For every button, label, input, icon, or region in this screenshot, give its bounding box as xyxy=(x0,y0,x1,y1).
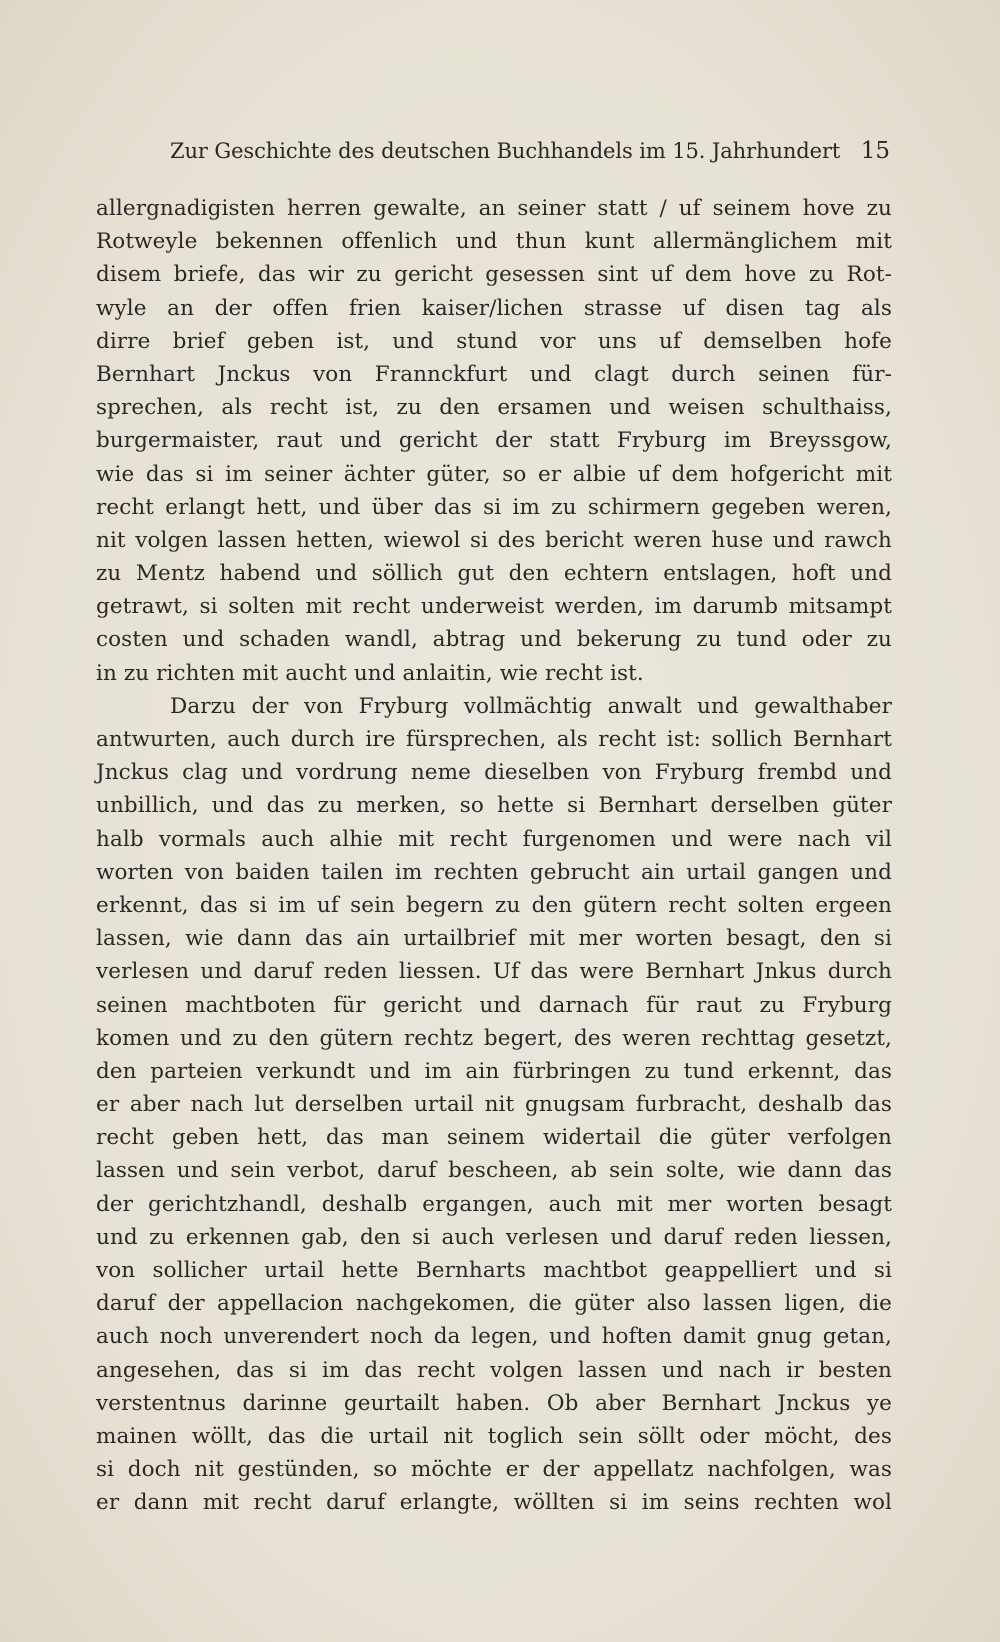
text-line: er aber nach lut derselben urtail nit gnugsam furbracht, deshalb das xyxy=(96,1092,892,1118)
text-line: Rotweyle bekennen offenlich und thun kunt allermänglichem mit xyxy=(96,229,892,255)
text-line: nit volgen lassen hetten, wiewol si des bericht weren huse und rawch xyxy=(96,527,892,553)
text-line: auch noch unverendert noch da legen, und hoften damit gnug getan, xyxy=(96,1324,892,1350)
text-line: erkennt, das si im uf sein begern zu den gütern recht solten ergeen xyxy=(96,892,892,918)
text-line: angesehen, das si im das recht volgen lassen und nach ir besten xyxy=(96,1357,892,1383)
text-line: mainen wöllt, das die urtail nit toglich sein söllt oder möcht, des xyxy=(96,1423,892,1449)
text-line: unbillich, und das zu merken, so hette si Bernhart derselben güter xyxy=(96,793,892,819)
text-line: von sollicher urtail hette Bernharts machtbot geappelliert und si xyxy=(96,1258,892,1283)
text-line: sprechen, als recht ist, zu den ersamen und weisen schulthaiss, xyxy=(96,395,892,421)
text-line: lassen und sein verbot, daruf bescheen, ab sein solte, wie dann das xyxy=(96,1158,892,1184)
text-line: allergnadigisten herren gewalte, an seiner statt / uf seinem hove zu xyxy=(96,196,892,221)
text-line: costen und schaden wandl, abtrag und bekerung zu tund oder zu xyxy=(96,627,892,653)
text-line: zu Mentz habend und söllich gut den echtern entslagen, hoft und xyxy=(96,561,892,587)
text-line: burgermaister, raut und gericht der statt Fryburg im Breyssgow, xyxy=(96,428,892,454)
text-line: disem briefe, das wir zu gericht gesessen sint uf dem hove zu Rot- xyxy=(96,262,892,288)
page-number: 15 xyxy=(860,138,890,164)
text-line: daruf der appellacion nachgekomen, die güter also lassen ligen, die xyxy=(96,1291,892,1317)
text-line: getrawt, si solten mit recht underweist werden, im darumb mitsampt xyxy=(96,594,892,620)
running-header xyxy=(170,134,890,168)
text-line: dirre brief geben ist, und stund vor uns uf demselben hofe xyxy=(96,328,892,354)
text-line: komen und zu den gütern rechtz begert, des weren rechttag gesetzt, xyxy=(96,1025,892,1051)
text-line: verlesen und daruf reden liessen. Uf das were Bernhart Jnkus durch xyxy=(96,959,892,985)
text-line: antwurten, auch durch ire fürsprechen, als recht ist: sollich Bernhart xyxy=(96,727,892,752)
text-line: er dann mit recht daruf erlangte, wöllten si im seins rechten wol xyxy=(96,1490,892,1516)
text-line: wie das si im seiner ächter güter, so er albie uf dem hofgericht mit xyxy=(96,461,892,487)
text-line: recht geben hett, das man seinem widertail die güter verfolgen xyxy=(96,1125,892,1151)
text-line: recht erlangt hett, und über das si im zu schirmern gegeben weren, xyxy=(96,494,892,520)
text-line: der gerichtzhandl, deshalb ergangen, auch mit mer worten besagt xyxy=(96,1191,892,1217)
text-line: den parteien verkundt und im ain fürbringen zu tund erkennt, das xyxy=(96,1058,892,1084)
text-line: Jnckus clag und vordrung neme dieselben von Fryburg frembd und xyxy=(96,760,892,786)
header-title: Zur Geschichte des deutschen Buchhandels im 15. Jahrhundert xyxy=(170,139,841,163)
text-line: worten von baiden tailen im rechten gebrucht ain urtail gangen und xyxy=(96,859,892,885)
text-line: und zu erkennen gab, den si auch verlesen und daruf reden liessen, xyxy=(96,1224,892,1250)
text-line: seinen machtboten für gericht und darnach für raut zu Fryburg xyxy=(96,992,892,1018)
text-line: Bernhart Jnckus von Frannckfurt und clagt durch seinen für- xyxy=(96,361,892,387)
text-line: wyle an der offen frien kaiser/lichen strasse uf disen tag als xyxy=(96,295,892,321)
paragraph-start-line: Darzu der von Fryburg vollmächtig anwalt und gewalthaber xyxy=(170,693,892,719)
body-text xyxy=(96,192,892,1520)
text-line: halb vormals auch alhie mit recht furgenomen und were nach vil xyxy=(96,826,892,852)
text-line: verstentnus darinne geurtailt haben. Ob aber Bernhart Jnckus ye xyxy=(96,1390,892,1416)
text-line: si doch nit gestünden, so möchte er der appellatz nachfolgen, was xyxy=(96,1457,892,1483)
paragraph-end-line: in zu richten mit aucht und anlaitin, wie recht ist. xyxy=(96,660,644,686)
text-line: lassen, wie dann das ain urtailbrief mit mer worten besagt, den si xyxy=(96,926,892,952)
